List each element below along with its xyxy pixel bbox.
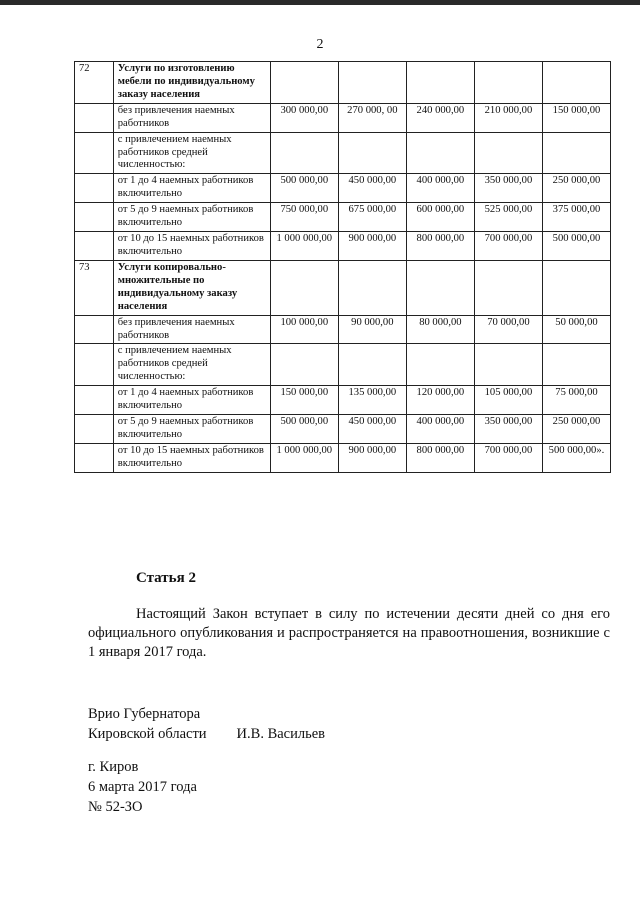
value-cell: 450 000,00 [338,415,406,444]
row-description: от 5 до 9 наемных работников включительно [113,203,270,232]
table-row [75,344,611,386]
value-cell: 700 000,00 [474,232,542,261]
article-title: Статья 2 [136,570,196,586]
table-row [75,232,611,261]
value-cell [474,132,542,174]
value-cell: 500 000,00». [542,443,610,472]
value-cell [270,344,338,386]
place-date-block [88,757,197,817]
value-cell: 375 000,00 [542,203,610,232]
value-cell: 70 000,00 [474,315,542,344]
row-number: 72 [75,62,114,104]
row-description: от 10 до 15 наемных работников включительно [113,232,270,261]
value-cell [474,260,542,315]
value-cell [270,62,338,104]
row-number [75,443,114,472]
value-cell: 80 000,00 [406,315,474,344]
value-cell: 350 000,00 [474,415,542,444]
row-description: от 1 до 4 наемных работников включительно [113,386,270,415]
value-cell [338,62,406,104]
row-number: 73 [75,260,114,315]
value-cell [338,344,406,386]
value-cell [270,260,338,315]
table-row [75,386,611,415]
table-row [75,62,611,104]
value-cell: 90 000,00 [338,315,406,344]
row-description: без привлечения наемных работников [113,103,270,132]
value-cell: 240 000,00 [406,103,474,132]
value-cell: 1 000 000,00 [270,232,338,261]
signatory-name: И.В. Васильев [236,726,325,742]
row-number [75,103,114,132]
value-cell: 400 000,00 [406,415,474,444]
table-row [75,174,611,203]
law-number: № 52-ЗО [88,799,143,815]
value-cell: 105 000,00 [474,386,542,415]
value-cell [406,344,474,386]
row-description: от 10 до 15 наемных работников включительно [113,443,270,472]
table-row [75,415,611,444]
value-cell [474,344,542,386]
value-cell: 135 000,00 [338,386,406,415]
table-row [75,132,611,174]
table-row [75,315,611,344]
tariff-table [74,61,611,473]
table-row [75,260,611,315]
row-number [75,232,114,261]
signature-row [88,724,325,744]
row-description: с привлечением наемных работников средней численностью: [113,344,270,386]
city: г. Киров [88,759,139,775]
value-cell: 350 000,00 [474,174,542,203]
value-cell: 750 000,00 [270,203,338,232]
value-cell: 250 000,00 [542,174,610,203]
value-cell [542,132,610,174]
value-cell [406,132,474,174]
row-number [75,315,114,344]
value-cell: 500 000,00 [270,415,338,444]
value-cell: 400 000,00 [406,174,474,203]
value-cell: 120 000,00 [406,386,474,415]
value-cell: 500 000,00 [542,232,610,261]
table-row [75,103,611,132]
row-description: от 1 до 4 наемных работников включительно [113,174,270,203]
value-cell [474,62,542,104]
row-description: с привлечением наемных работников средней численностью: [113,132,270,174]
signature-block [88,704,325,744]
row-number [75,132,114,174]
value-cell: 100 000,00 [270,315,338,344]
value-cell [542,344,610,386]
value-cell [542,62,610,104]
value-cell: 600 000,00 [406,203,474,232]
value-cell: 450 000,00 [338,174,406,203]
signature-position-line1: Врио Губернатора [88,706,201,722]
value-cell: 150 000,00 [542,103,610,132]
value-cell: 1 000 000,00 [270,443,338,472]
service-title: Услуги копировально-множительные по индивидуальному заказу населения [113,260,270,315]
value-cell: 270 000, 00 [338,103,406,132]
value-cell: 700 000,00 [474,443,542,472]
value-cell: 800 000,00 [406,443,474,472]
value-cell: 150 000,00 [270,386,338,415]
value-cell: 800 000,00 [406,232,474,261]
signature-position-line2: Кировской области [88,726,207,742]
law-date: 6 марта 2017 года [88,779,197,795]
row-number [75,203,114,232]
value-cell: 675 000,00 [338,203,406,232]
row-number [75,386,114,415]
value-cell: 75 000,00 [542,386,610,415]
value-cell [270,132,338,174]
article-text: Настоящий Закон вступает в силу по истечении десяти дней со дня его официального опубликования и распространяется на правоотношения, возникшие с 1 января 2017 года. [88,606,610,660]
page-number: 2 [316,37,324,52]
row-number [75,174,114,203]
value-cell: 500 000,00 [270,174,338,203]
value-cell [542,260,610,315]
row-description: без привлечения наемных работников [113,315,270,344]
value-cell: 300 000,00 [270,103,338,132]
value-cell: 210 000,00 [474,103,542,132]
value-cell [406,62,474,104]
value-cell [338,132,406,174]
table-row [75,203,611,232]
value-cell: 50 000,00 [542,315,610,344]
service-title: Услуги по изготовлению мебели по индивидуальному заказу населения [113,62,270,104]
row-number [75,344,114,386]
value-cell: 900 000,00 [338,443,406,472]
row-number [75,415,114,444]
value-cell [406,260,474,315]
table-row [75,443,611,472]
value-cell: 250 000,00 [542,415,610,444]
value-cell: 525 000,00 [474,203,542,232]
row-description: от 5 до 9 наемных работников включительно [113,415,270,444]
value-cell [338,260,406,315]
scan-edge-bar [0,0,640,5]
value-cell: 900 000,00 [338,232,406,261]
